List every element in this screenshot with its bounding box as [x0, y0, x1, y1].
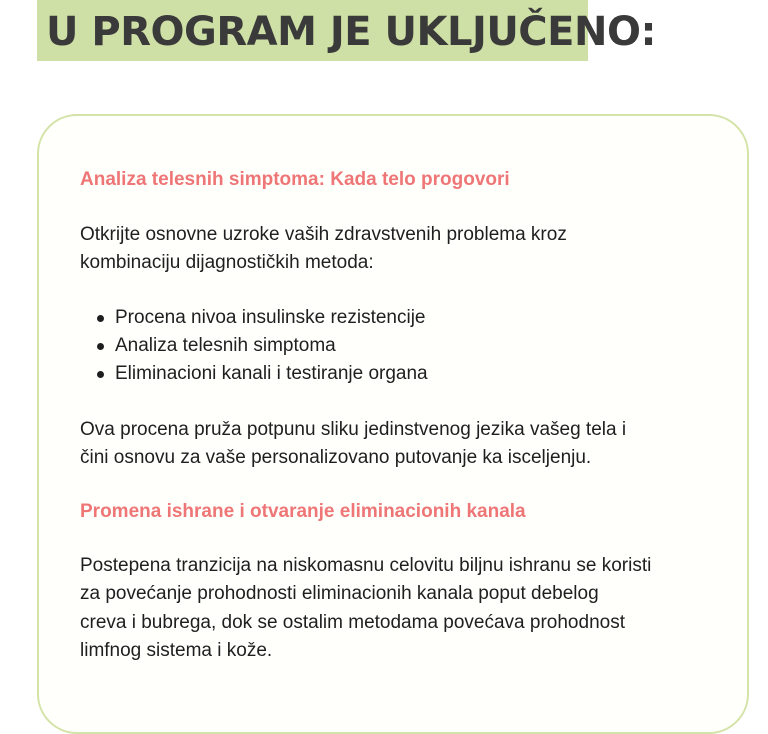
list-item-label: Eliminacioni kanali i testiranje organa [115, 363, 428, 384]
text-line: Ova procena pruža potpunu sliku jedinstvenog jezika vašeg tela i [80, 419, 627, 440]
bullet-icon [97, 371, 104, 378]
list-item [80, 332, 428, 360]
text-line: kombinaciju dijagnostičkih metoda: [80, 252, 374, 274]
text-line: čini osnovu za vaše personalizovano putovanje ka isceljenju. [80, 447, 592, 469]
section1-outro [80, 416, 626, 473]
section-title-diet-change: Promena ishrane i otvaranje eliminacionih kanala [80, 501, 526, 522]
list-item-label: Procena nivoa insulinske rezistencije [115, 307, 426, 328]
section2-body [80, 552, 651, 665]
section1-intro [80, 221, 567, 278]
text-line: Otkrijte osnovne uzroke vaših zdravstvenih problema kroz [80, 224, 567, 245]
list-item [80, 304, 428, 332]
list-item [80, 360, 428, 388]
text-line: creva i bubrega, dok se ostalim metodama povećava prohodnost [80, 611, 625, 633]
section-title-symptom-analysis: Analiza telesnih simptoma: Kada telo progovori [80, 169, 510, 190]
page-title: U PROGRAM JE UKLJUČENO: [46, 9, 656, 55]
bullet-icon [97, 315, 104, 322]
text-line: limfnog sistema i kože. [80, 639, 273, 661]
text-line: Postepena tranzicija na niskomasnu celovitu biljnu ishranu se koristi [80, 555, 652, 576]
diagnostic-methods-list [80, 304, 428, 388]
text-line: za povećanje prohodnosti eliminacionih kanala poput debelog [80, 583, 599, 605]
bullet-icon [97, 343, 104, 350]
list-item-label: Analiza telesnih simptoma [115, 335, 336, 356]
